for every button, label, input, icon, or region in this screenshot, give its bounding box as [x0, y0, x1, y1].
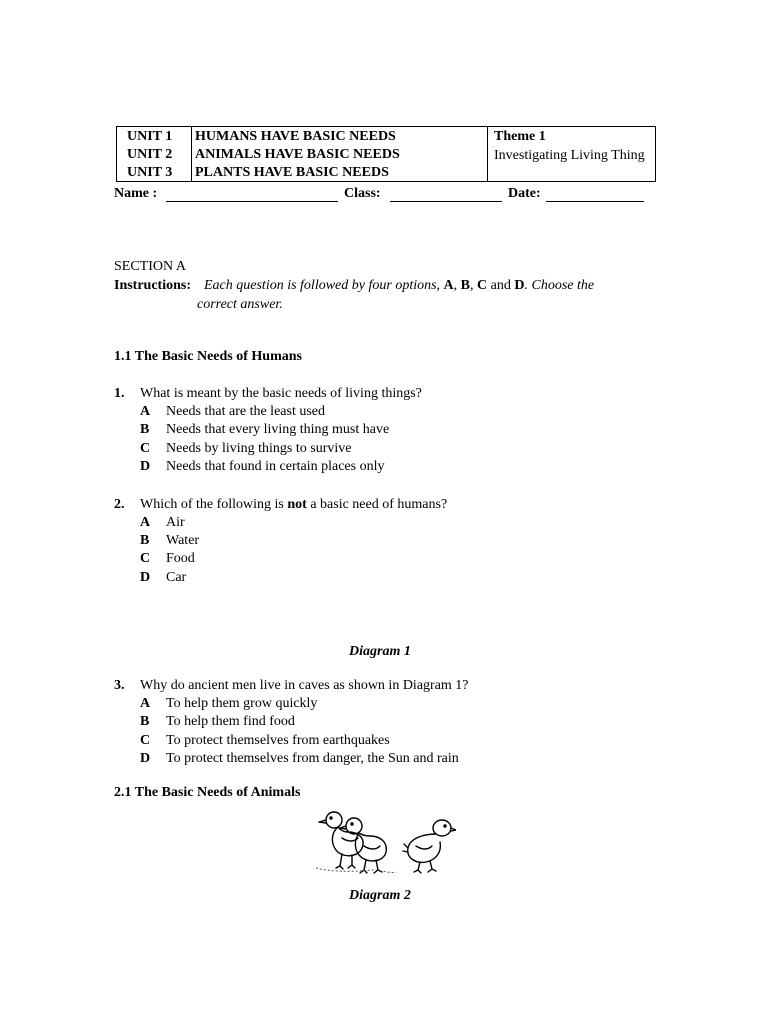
q2-option-letter[interactable]: B	[140, 533, 150, 548]
q1-option-letter[interactable]: B	[140, 422, 150, 437]
q1-option-letter[interactable]: A	[140, 404, 151, 419]
unit-1-label: UNIT 1	[127, 129, 173, 144]
q3-option-letter[interactable]: C	[140, 733, 151, 748]
name-label: Name :	[114, 186, 158, 201]
q2-option-letter[interactable]: C	[140, 551, 151, 566]
unit-3-label: UNIT 3	[127, 165, 173, 180]
theme-name: Investigating Living Thing	[494, 148, 645, 163]
q2-option-text: Food	[166, 551, 195, 566]
q2-option-text: Car	[166, 570, 187, 585]
instructions-line-1: Each question is followed by four options, A, B, C and D. Choose the	[204, 278, 595, 293]
class-label: Class:	[344, 186, 381, 201]
section-title: SECTION A	[114, 259, 186, 274]
q3-number: 3.	[114, 678, 125, 693]
diagram-2-caption: Diagram 2	[349, 888, 411, 903]
unit-2-title: ANIMALS HAVE BASIC NEEDS	[195, 147, 400, 162]
instructions-line-2: correct answer.	[197, 297, 283, 312]
q3-option-text: To help them find food	[166, 714, 295, 729]
q3-option-letter[interactable]: B	[140, 714, 150, 729]
instructions-label: Instructions:	[114, 278, 192, 293]
q3-option-text: To protect themselves from earthquakes	[166, 733, 390, 748]
date-label: Date:	[508, 186, 541, 201]
name-blank[interactable]	[166, 201, 338, 202]
unit-2-label: UNIT 2	[127, 147, 173, 162]
q3-option-text: To protect themselves from danger, the Sun and rain	[166, 751, 459, 766]
unit-3-title: PLANTS HAVE BASIC NEEDS	[195, 165, 389, 180]
unit-header-table	[116, 126, 656, 182]
q1-option-letter[interactable]: C	[140, 441, 151, 456]
q1-number: 1.	[114, 386, 125, 401]
q1-option-text: Needs that are the least used	[166, 404, 325, 419]
topic-2-heading: 2.1 The Basic Needs of Animals	[114, 785, 301, 800]
q2-option-text: Water	[166, 533, 200, 548]
q1-option-letter[interactable]: D	[140, 459, 151, 474]
unit-1-title: HUMANS HAVE BASIC NEEDS	[195, 129, 396, 144]
theme-label: Theme 1	[494, 129, 546, 144]
q3-option-letter[interactable]: A	[140, 696, 151, 711]
q2-number: 2.	[114, 497, 125, 512]
theme-divider	[487, 127, 488, 181]
q1-option-text: Needs that found in certain places only	[166, 459, 385, 474]
class-blank[interactable]	[390, 201, 502, 202]
date-blank[interactable]	[546, 201, 644, 202]
q2-option-letter[interactable]: D	[140, 570, 151, 585]
diagram-2-chicks-image	[312, 808, 456, 880]
diagram-1-caption: Diagram 1	[349, 644, 411, 659]
q1-text: What is meant by the basic needs of living things?	[140, 386, 422, 401]
q1-option-text: Needs by living things to survive	[166, 441, 352, 456]
topic-1-heading: 1.1 The Basic Needs of Humans	[114, 349, 302, 364]
q3-option-letter[interactable]: D	[140, 751, 151, 766]
q2-option-text: Air	[166, 515, 185, 530]
q1-option-text: Needs that every living thing must have	[166, 422, 390, 437]
q3-text: Why do ancient men live in caves as shown in Diagram 1?	[140, 678, 469, 693]
q3-option-text: To help them grow quickly	[166, 696, 318, 711]
q2-text: Which of the following is not a basic need of humans?	[140, 497, 448, 512]
q2-option-letter[interactable]: A	[140, 515, 151, 530]
